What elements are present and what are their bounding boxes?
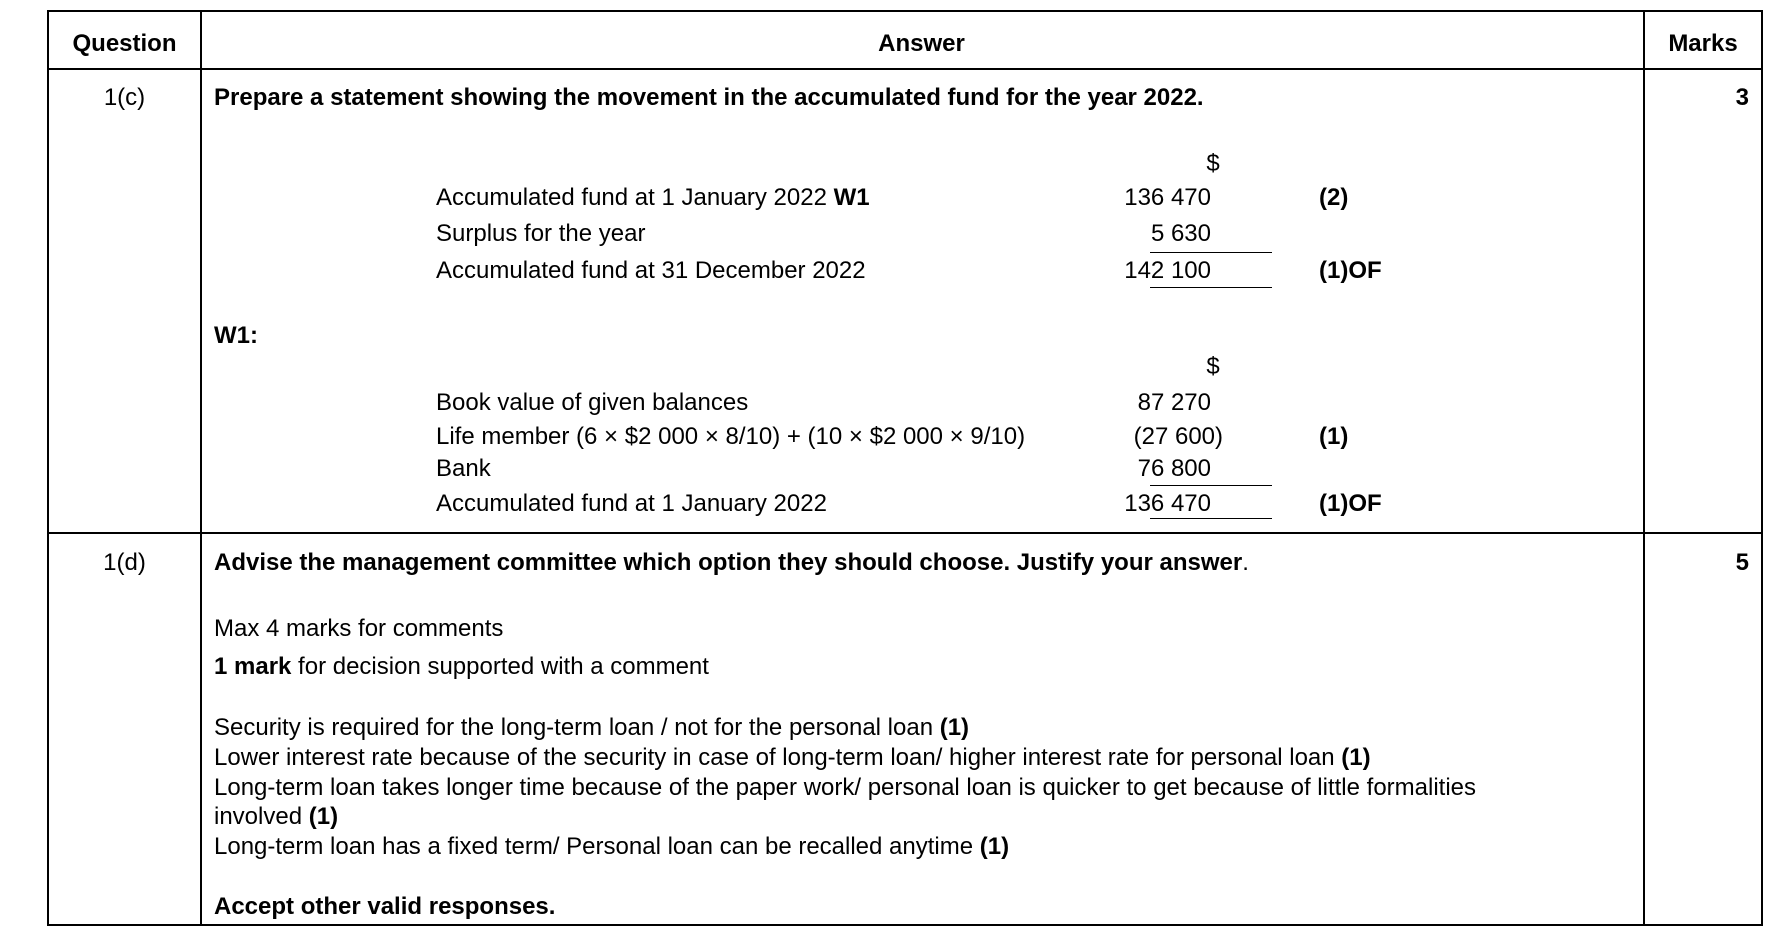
working-row-value: (27 600) [1133,423,1223,450]
header-divider [49,68,1761,70]
question-prompt-1d: Advise the management committee which option they should choose. Justify your answer. [214,549,1249,576]
total-underline [1150,287,1272,288]
column-divider [200,12,202,924]
mark-scheme-table [47,10,1763,926]
working-currency-header: $ [1206,353,1220,380]
marks-1d: 5 [1735,549,1749,576]
statement-row-value: 5 630 [1150,220,1211,247]
working-row-value: 136 470 [1124,490,1211,517]
answer-point: Security is required for the long-term loan / not for the personal loan (1) [214,714,970,741]
answer-point: Long-term loan takes longer time because of the paper work/ personal loan is quicker to get because of little formalities [214,774,1477,801]
column-divider [1643,12,1645,924]
subtotal-underline [1150,252,1272,253]
statement-row-mark: (1)OF [1319,257,1382,284]
accept-note: Accept other valid responses. [214,893,556,920]
statement-row-value: 142 100 [1124,257,1211,284]
total-underline [1150,518,1272,519]
row-divider [49,532,1761,534]
working-row-value: 76 800 [1137,455,1211,482]
question-prompt-1c: Prepare a statement showing the movement in the accumulated fund for the year 2022. [214,84,1204,111]
subtotal-underline [1150,485,1272,486]
working-row-mark: (1)OF [1319,490,1382,517]
marks-1c: 3 [1735,84,1749,111]
working-row-label: Book value of given balances [436,389,749,416]
working-row-value: 87 270 [1137,389,1211,416]
working-row-label: Life member (6 × $2 000 × 8/10) + (10 × $2 000 × 9/10) [436,423,1026,450]
answer-point: Long-term loan has a fixed term/ Personal loan can be recalled anytime (1) [214,833,1010,860]
decision-mark-note: 1 mark for decision supported with a comment [214,653,709,680]
header-question: Question [72,30,177,57]
currency-header: $ [1206,150,1220,177]
statement-row-mark: (2) [1319,184,1349,211]
answer-point: involved (1) [214,803,339,830]
header-marks: Marks [1668,30,1738,57]
max-marks-note: Max 4 marks for comments [214,615,504,642]
answer-point: Lower interest rate because of the security in case of long-term loan/ higher interest rate for personal loan (1) [214,744,1371,771]
statement-row-value: 136 470 [1124,184,1211,211]
statement-row-label: Accumulated fund at 31 December 2022 [436,257,866,284]
statement-row-label: Surplus for the year [436,220,646,247]
statement-row-label: Accumulated fund at 1 January 2022 W1 [436,184,870,211]
working-row-label: Bank [436,455,491,482]
working-row-mark: (1) [1319,423,1349,450]
header-answer: Answer [878,30,965,57]
question-number-1c: 1(c) [103,84,146,111]
working-row-label: Accumulated fund at 1 January 2022 [436,490,827,517]
question-number-1d: 1(d) [103,549,146,576]
working-title: W1: [214,322,258,349]
